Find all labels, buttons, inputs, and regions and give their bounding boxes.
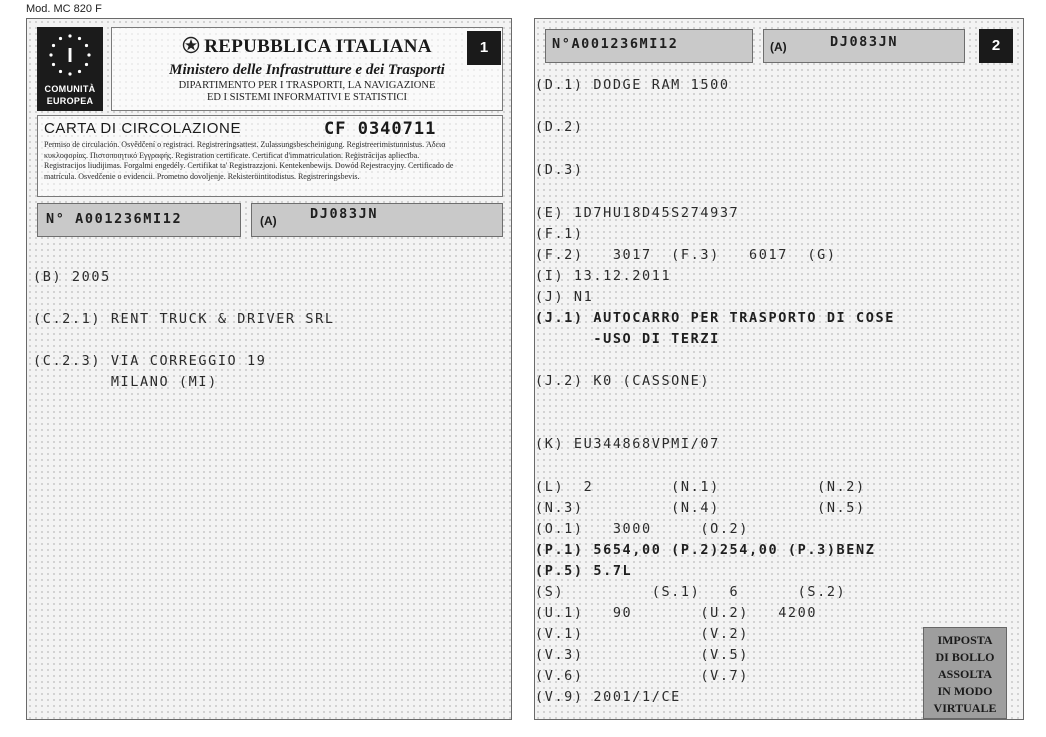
field-v1: (V.1) (V.2) bbox=[535, 626, 750, 642]
eu-label-line2: EUROPEA bbox=[46, 96, 94, 106]
ministry-name: Ministero delle Infrastrutture e dei Trasporti bbox=[169, 62, 445, 78]
page-number-2: 2 bbox=[979, 29, 1013, 63]
serial-number: N° A001236MI12 bbox=[46, 211, 183, 227]
field-l: (L) 2 (N.1) (N.2) bbox=[535, 479, 866, 495]
field-n3: (N.3) (N.4) (N.5) bbox=[535, 500, 866, 516]
plate-box-2 bbox=[763, 29, 965, 63]
field-d2: (D.2) bbox=[535, 119, 584, 135]
department-line1: DIPARTIMENTO PER I TRASPORTI, LA NAVIGAZIONE bbox=[178, 80, 436, 91]
field-p1: (P.1) 5654,00 (P.2)254,00 (P.3)BENZ bbox=[535, 542, 876, 558]
serial-box-2 bbox=[545, 29, 753, 63]
field-v3: (V.3) (V.5) bbox=[535, 647, 750, 663]
plate-number: DJ083JN bbox=[310, 206, 379, 222]
field-d1: (D.1) DODGE RAM 1500 bbox=[535, 77, 730, 93]
stamp-duty-box bbox=[923, 627, 1007, 719]
document-code: CF 0340711 bbox=[324, 119, 437, 139]
field-c21: (C.2.1) RENT TRUCK & DRIVER SRL bbox=[33, 311, 335, 327]
field-d3: (D.3) bbox=[535, 162, 584, 178]
department-line2: ED I SISTEMI INFORMATIVI E STATISTICI bbox=[206, 92, 408, 103]
field-c23: (C.2.3) VIA CORREGGIO 19 bbox=[33, 353, 267, 369]
field-v6: (V.6) (V.7) bbox=[535, 668, 750, 684]
field-k: (K) EU344868VPMI/07 bbox=[535, 436, 720, 452]
translations bbox=[44, 140, 498, 182]
plate-box bbox=[251, 203, 503, 237]
stamp-line3: ASSOLTA bbox=[937, 667, 993, 681]
document-title: CARTA DI CIRCOLAZIONE bbox=[44, 120, 242, 137]
field-o1: (O.1) 3000 (O.2) bbox=[535, 521, 750, 537]
form-code: Mod. MC 820 F bbox=[26, 3, 102, 15]
field-e: (E) 1D7HU18D45S274937 bbox=[535, 205, 740, 221]
stamp-line1: IMPOSTA bbox=[937, 633, 993, 647]
field-j: (J) N1 bbox=[535, 289, 594, 305]
stamp-line5: VIRTUALE bbox=[933, 701, 997, 715]
plate-number-2: DJ083JN bbox=[830, 34, 899, 50]
field-v9: (V.9) 2001/1/CE bbox=[535, 689, 681, 705]
field-i: (I) 13.12.2011 bbox=[535, 268, 672, 284]
serial-box bbox=[37, 203, 241, 237]
translations-line4: matrícula. Osvedčenie o evidencii. Prometno dovoljenje. Rekisteröintitodistus. Registreringsbevis. bbox=[44, 171, 360, 181]
translations-line1: Permiso de circulación. Osvědčení o registraci. Registreringsattest. Zulassungsbescheinigung. Registreerimistunnistus. Άδεια bbox=[44, 140, 446, 149]
field-j1: (J.1) AUTOCARRO PER TRASPORTO DI COSE bbox=[535, 310, 895, 326]
document-title-box bbox=[37, 115, 503, 197]
right-page bbox=[534, 18, 1024, 720]
emblem-icon bbox=[182, 36, 200, 54]
translations-line3: Registracijos liudijimas. Forgalmi engedély. Certifikat ta' Registrazzjoni. Kentekenbewijs. Dowód Rejestracyjny. Certificado de bbox=[44, 161, 454, 170]
republic-title bbox=[112, 36, 502, 58]
page-number-1: 1 bbox=[467, 31, 501, 65]
field-s: (S) (S.1) 6 (S.2) bbox=[535, 584, 847, 600]
field-p5: (P.5) 5.7L bbox=[535, 563, 633, 579]
field-c23-city: MILANO (MI) bbox=[33, 374, 218, 390]
eu-stars-icon bbox=[48, 33, 92, 77]
stamp-line4: IN MODO bbox=[937, 684, 993, 698]
stamp-line2: DI BOLLO bbox=[935, 650, 995, 664]
republic-text: REPUBBLICA ITALIANA bbox=[204, 36, 432, 57]
translations-line2: κυκλοφορίας. Πιστοποιητικό Εγγραφής. Registration certificate. Certificat d'immatriculation. Reģistrācijas apliecība. bbox=[44, 150, 420, 160]
eu-emblem bbox=[37, 27, 103, 111]
a-label: (A) bbox=[260, 214, 277, 228]
field-j2: (J.2) K0 (CASSONE) bbox=[535, 373, 711, 389]
field-f2: (F.2) 3017 (F.3) 6017 (G) bbox=[535, 247, 837, 263]
a-label-2: (A) bbox=[770, 40, 787, 54]
field-u1: (U.1) 90 (U.2) 4200 bbox=[535, 605, 818, 621]
field-f1: (F.1) bbox=[535, 226, 584, 242]
left-page bbox=[26, 18, 512, 720]
ministry-header bbox=[111, 27, 503, 111]
eu-label-line1: COMUNITÀ bbox=[44, 84, 96, 94]
serial-number-2: N°A001236MI12 bbox=[552, 36, 679, 52]
field-b: (B) 2005 bbox=[33, 269, 111, 285]
eu-letter: I bbox=[67, 45, 73, 67]
field-j1-cont: -USO DI TERZI bbox=[535, 331, 720, 347]
